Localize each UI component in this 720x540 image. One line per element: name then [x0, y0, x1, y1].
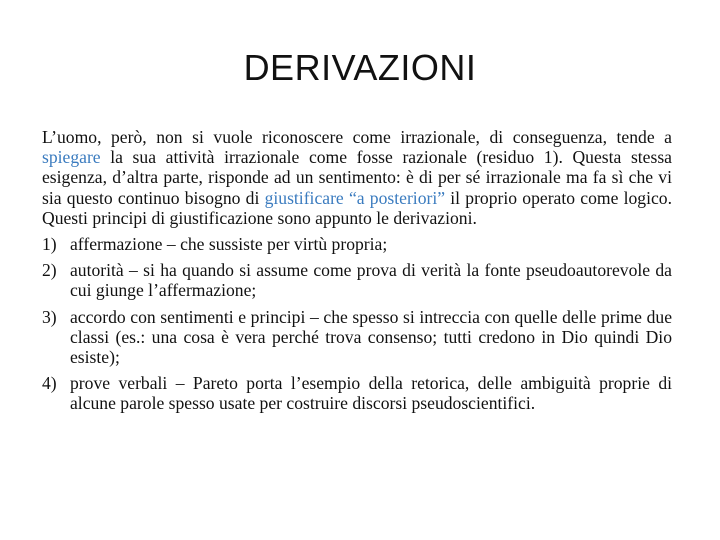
- highlight-spiegare: spiegare: [42, 147, 101, 168]
- list-item-number: 3): [42, 306, 57, 327]
- intro-text-3: il proprio operato come logico. Questi principi di giustificazione sono appunto le derivazioni.: [42, 187, 672, 228]
- intro-text-2: la sua attività irrazionale come fosse razionale (residuo 1). Questa stessa esigenza, d’altra parte, risponde ad un sentimento: è di per sé irrazionale ma fa sì che vi sia questo continuo bisogno di: [42, 147, 672, 208]
- list-item-text: autorità – si ha quando si assume come prova di verità la fonte pseudoautorevole da cui giunge l’affermazione;: [70, 260, 672, 301]
- slide-title: DERIVAZIONI: [243, 47, 477, 88]
- list-item-number: 4): [42, 373, 57, 394]
- list-item-text: affermazione – che sussiste per virtù propria;: [70, 234, 388, 255]
- highlight-giustificare: giustificare “a posteriori”: [264, 187, 446, 208]
- slide-body: [42, 127, 672, 414]
- list-item: [42, 260, 672, 300]
- intro-text-1: L’uomo, però, non si vuole riconoscere come irrazionale, di conseguenza, tende a: [42, 127, 672, 147]
- list-item-text: prove verbali – Pareto porta l’esempio della retorica, delle ambiguità proprie di alcune parole spesso usate per costruire discorsi pseudoscientifici.: [70, 373, 672, 414]
- list-item-number: 1): [42, 234, 57, 255]
- intro-paragraph: [42, 127, 672, 228]
- list-item: [42, 234, 672, 254]
- list-item-text: accordo con sentimenti e principi – che spesso si intreccia con quelle delle prime due classi (es.: una cosa è vera perché trova consenso; tutti credono in Dio quindi Dio esiste);: [70, 306, 672, 368]
- derivation-list: [42, 234, 672, 414]
- list-item-number: 2): [42, 260, 57, 281]
- list-item: [42, 307, 672, 368]
- list-item: [42, 373, 672, 413]
